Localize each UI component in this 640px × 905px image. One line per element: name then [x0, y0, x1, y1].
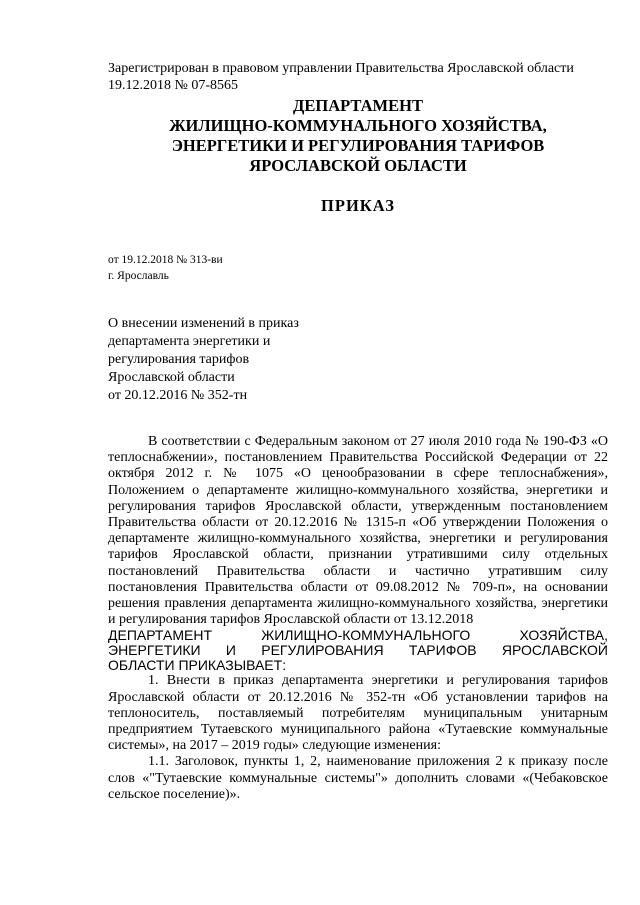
order-city: г. Ярославль: [108, 270, 169, 282]
subject-line-4: Ярославской области: [108, 370, 235, 385]
order-body: [108, 434, 608, 803]
registration-line-1: Зарегистрирован в правовом управлении Правительства Ярославской области: [108, 61, 574, 76]
decree-line-2: ЭНЕРГЕТИКИ И РЕГУЛИРОВАНИЯ ТАРИФОВ ЯРОСЛАВСКОЙ: [108, 642, 608, 659]
subject-line-2: департамента энергетики и: [108, 334, 271, 349]
order-meta: [108, 252, 223, 284]
preamble-paragraph: В соответствии с Федеральным законом от 27 июля 2010 года № 190-ФЗ «О теплоснабжении», постановлением Правительства Российской Федерации от 22 октября 2012 г. № 1075 «О ценообразовании в сфере теплоснабжения», Положением о департаменте жилищно-коммунального хозяйства, энергетики и регулирования тарифов Ярославской области, утвержденным постановлением Правительства области от 20.12.2016 № 1315-п «Об утверждении Положения о департаменте жилищно-коммунального хозяйства, энергетики и регулирования тарифов Ярославской области, признании утратившими силу отдельных постановлений Правительства области и частично утратившим силу постановления Правительства области от 09.08.2012 № 709-п», на основании решения правления департамента жилищно-коммунального хозяйства, энергетики и регулирования тарифов Ярославской области от 13.12.2018: [108, 434, 608, 628]
department-line-1: ДЕПАРТАМЕНТ: [293, 96, 423, 115]
subject-line-5: от 20.12.2016 № 352-тн: [108, 388, 248, 403]
department-line-4: ЯРОСЛАВСКОЙ ОБЛАСТИ: [249, 156, 467, 175]
registration-line-2: 19.12.2018 № 07-8565: [108, 78, 239, 93]
order-title: ПРИКАЗ: [321, 196, 395, 215]
registration-note: [108, 60, 618, 94]
subject-line-3: регулирования тарифов: [108, 352, 250, 367]
item-1-paragraph: 1. Внести в приказ департамента энергетики и регулирования тарифов Ярославской области от 20.12.2016 № 352-тн «Об установлении тарифов на теплоноситель, поставляемый потребителям муниципальным унитарным предприятием Тутаевского муниципального района «Тутаевские коммунальные системы», на 2017 – 2019 годы» следующие изменения:: [108, 673, 608, 754]
decree-line-3: ОБЛАСТИ ПРИКАЗЫВАЕТ:: [108, 657, 287, 674]
subject-line-1: О внесении изменений в приказ: [108, 316, 299, 331]
order-subject: [108, 315, 368, 405]
order-date-number: от 19.12.2018 № 313-ви: [108, 254, 223, 266]
decree-line-1: ДЕПАРТАМЕНТ ЖИЛИЩНО-КОММУНАЛЬНОГО ХОЗЯЙСТВА,: [108, 627, 608, 644]
department-header: [108, 96, 608, 176]
department-line-3: ЭНЕРГЕТИКИ И РЕГУЛИРОВАНИЯ ТАРИФОВ: [171, 136, 545, 155]
department-line-2: ЖИЛИЩНО-КОММУНАЛЬНОГО ХОЗЯЙСТВА,: [169, 116, 547, 135]
item-1-1-paragraph: 1.1. Заголовок, пункты 1, 2, наименование приложения 2 к приказу после слов «"Тутаевские коммунальные системы"» дополнить словами «(Чебаковское сельское поселение)».: [108, 754, 608, 802]
